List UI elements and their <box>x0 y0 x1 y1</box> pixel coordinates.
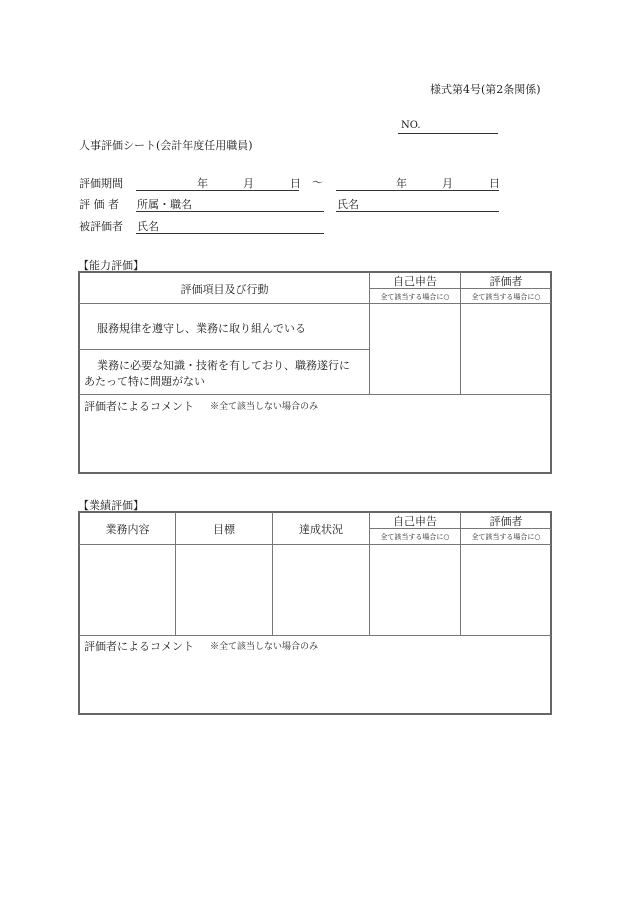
performance-col-evaluator-note: 全て該当する場合に○ <box>471 533 541 541</box>
performance-section-title: 【業績評価】 <box>78 499 144 512</box>
sheet-title: 人事評価シート(会計年度任用職員) <box>79 139 253 152</box>
form-number: 様式第4号(第2条関係) <box>430 83 541 96</box>
ability-comment-note: ※全て該当しない場合のみ <box>210 402 319 412</box>
ability-self-cell[interactable] <box>370 304 460 394</box>
performance-col-self-note: 全て該当する場合に○ <box>380 533 450 541</box>
evaluator-label: 評 価 者 <box>79 198 119 211</box>
end-date-field[interactable] <box>336 190 499 191</box>
evaluator-affiliation-field[interactable] <box>136 211 324 212</box>
performance-comment-area[interactable] <box>80 654 550 713</box>
evaluator-name-field[interactable] <box>336 211 499 212</box>
evaluatee-name-field[interactable] <box>136 233 324 234</box>
ability-col-self-note: 全て該当する場合に○ <box>380 293 450 301</box>
start-day-label: 日 <box>290 177 301 190</box>
no-label: NO. <box>401 120 421 131</box>
ability-section-title: 【能力評価】 <box>78 259 144 272</box>
tilde-separator: ～ <box>312 176 323 189</box>
ability-col-evaluator: 評価者 <box>489 275 523 288</box>
ability-col-self: 自己申告 <box>393 275 437 288</box>
performance-col-self: 自己申告 <box>393 515 437 528</box>
start-year-label: 年 <box>197 177 208 190</box>
performance-col-goal: 目標 <box>213 523 235 536</box>
ability-comment-label: 評価者によるコメント <box>84 400 194 413</box>
performance-col-status: 達成状況 <box>299 523 343 536</box>
performance-col-evaluator: 評価者 <box>489 515 523 528</box>
evaluatee-label: 被評価者 <box>79 220 123 233</box>
ability-col-evaluator-note: 全て該当する場合に○ <box>471 293 541 301</box>
period-label: 評価期間 <box>79 177 123 190</box>
performance-goal-cell[interactable] <box>176 545 272 635</box>
end-year-label: 年 <box>396 177 407 190</box>
no-field[interactable] <box>398 133 498 134</box>
performance-status-cell[interactable] <box>273 545 369 635</box>
performance-comment-note: ※全て該当しない場合のみ <box>210 642 319 652</box>
ability-item-1: 服務規律を遵守し、業務に取り組んでいる <box>97 322 306 335</box>
ability-comment-area[interactable] <box>80 414 550 472</box>
ability-col-item: 評価項目及び行動 <box>180 283 269 296</box>
evaluatee-name-label: 氏名 <box>137 220 159 233</box>
performance-content-cell[interactable] <box>80 545 175 635</box>
ability-item-2-line-1: 業務に必要な知識・技術を有しており、職務遂行に <box>97 359 350 372</box>
end-day-label: 日 <box>489 177 500 190</box>
performance-evaluator-cell[interactable] <box>461 545 551 635</box>
evaluator-affiliation-label: 所属・職名 <box>137 198 192 211</box>
performance-col-content: 業務内容 <box>105 523 150 536</box>
start-date-field[interactable] <box>136 190 299 191</box>
evaluator-name-label: 氏名 <box>337 198 359 211</box>
ability-item-2-line-2: あたって特に問題がない <box>84 375 205 388</box>
performance-comment-label: 評価者によるコメント <box>84 640 194 653</box>
performance-self-cell[interactable] <box>370 545 460 635</box>
ability-evaluator-cell[interactable] <box>461 304 551 394</box>
end-month-label: 月 <box>442 177 453 190</box>
start-month-label: 月 <box>243 177 254 190</box>
